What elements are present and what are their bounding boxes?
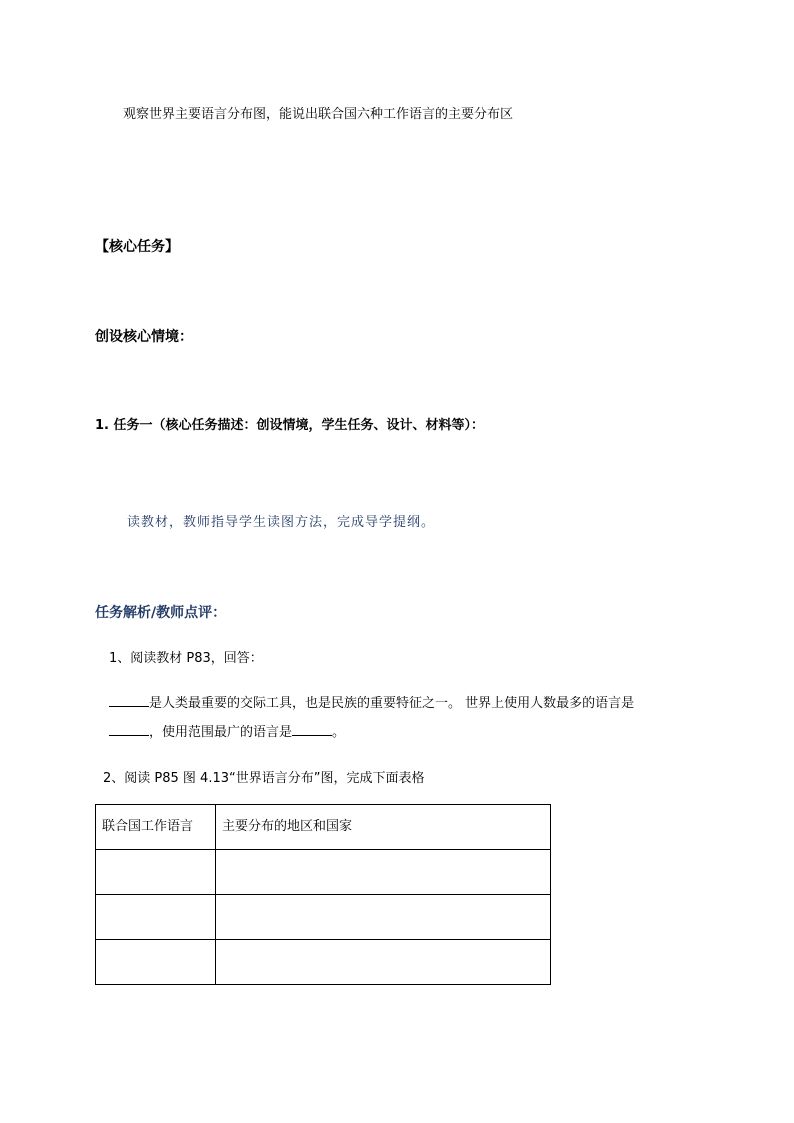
answer-blank[interactable] [292,721,332,736]
question-1-line-1 [109,692,634,711]
table-cell[interactable] [216,895,551,940]
table-row [96,850,551,895]
table-cell[interactable] [96,850,216,895]
table-cell[interactable] [96,940,216,985]
question-1-line-2 [109,721,345,740]
scenario-label: 创设核心情境： [95,329,193,345]
table-header-row [96,805,551,850]
learning-objective: 观察世界主要语言分布图，能说出联合国六种工作语言的主要分布区 [123,107,514,122]
analysis-heading: 任务解析/教师点评： [95,605,227,621]
task1-title: 1. 任务一（核心任务描述：创设情境，学生任务、设计、材料等）： [95,418,485,433]
table-header-cell: 联合国工作语言 [96,805,216,850]
question-1-text-a: 是人类最重要的交际工具，也是民族的重要特征之一。 世界上使用人数最多的语言是 [149,696,635,711]
question-1-prompt: 1、阅读教材 P83，回答： [109,651,263,666]
core-task-heading: 【核心任务】 [95,239,179,255]
table-header-cell: 主要分布的地区和国家 [216,805,551,850]
table-row [96,895,551,940]
language-distribution-table [95,804,551,985]
table-cell[interactable] [216,850,551,895]
question-1-text-b: ，使用范围最广的语言是 [149,725,293,740]
answer-blank[interactable] [109,721,149,736]
table-cell[interactable] [216,940,551,985]
question-2-prompt: 2、阅读 P85 图 4.13“世界语言分布”图，完成下面表格 [103,771,425,786]
table-cell[interactable] [96,895,216,940]
question-1-text-c: 。 [332,725,346,740]
table-row [96,940,551,985]
task1-instruction: 读教材，教师指导学生读图方法，完成导学提纲。 [127,515,436,530]
answer-blank[interactable] [109,692,149,707]
